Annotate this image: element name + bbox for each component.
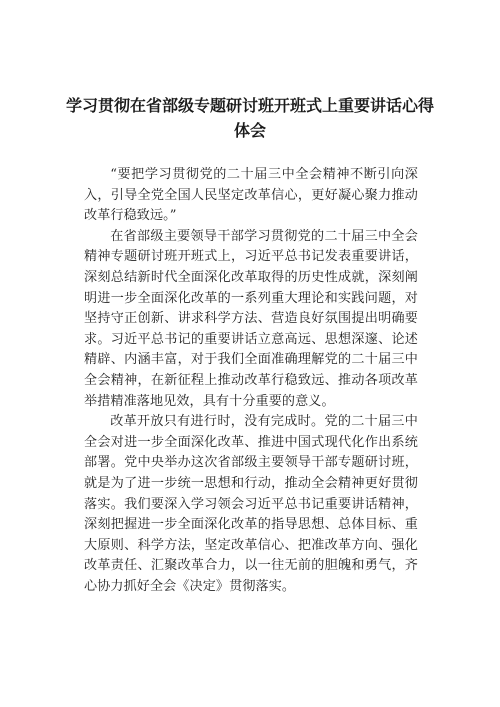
- paragraph-quote: “要把学习贯彻党的二十届三中全会精神不断引向深入，引导全党全国人民坚定改革信心，更好凝心聚力推动改革行稳致远。”: [84, 167, 418, 224]
- document-title: 学习贯彻在省部级专题研讨班开班式上重要讲话心得体会: [65, 96, 434, 140]
- paragraph-speech-summary: 在省部级主要领导干部学习贯彻党的二十届三中全会精神专题研讨班开班式上，习近平总书记发表重要讲话，深刻总结新时代全面深化改革取得的历史性成就，深刻阐明进一步全面深化改革的一系列重大理论和实践问题，对坚持守正创新、讲求科学方法、营造良好氛围提出明确要求。习近平总书记的重要讲话立意高远、思想深邃、论述精辟、内涵丰富，对于我们全面准确理解党的二十届三中全会精神，在新征程上推动改革行稳致远、推动各项改革举措精准落地见效，具有十分重要的意义。: [84, 228, 418, 409]
- document-body: [84, 165, 418, 597]
- paragraph-reform: 改革开放只有进行时，没有完成时。党的二十届三中全会对进一步全面深化改革、推进中国式现代化作出系统部署。党中央举办这次省部级主要领导干部专题研讨班，就是为了进一步统一思想和行动，推动全会精神更好贯彻落实。我们要深入学习领会习近平总书记重要讲话精神，深刻把握进一步全面深化改革的指导思想、总体目标、重大原则、科学方法，坚定改革信心、把准改革方向、强化改革责任、汇聚改革合力，以一往无前的胆魄和勇气，齐心协力抓好全会《决定》贯彻落实。: [84, 414, 418, 594]
